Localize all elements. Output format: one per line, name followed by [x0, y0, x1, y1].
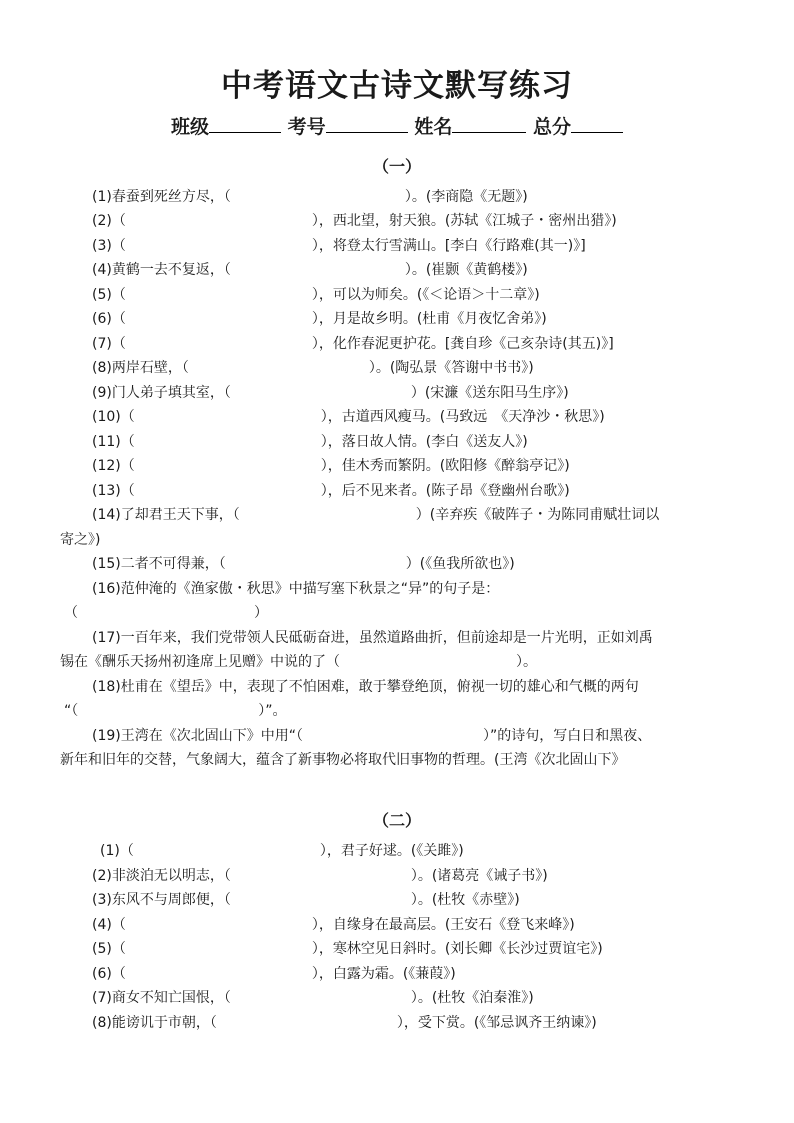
question-line: 新年和旧年的交替，气象阔大，蕴含了新事物必将取代旧事物的哲理。(王湾《次北固山下》 [60, 752, 626, 768]
question-line: (5)（ ），寒林空见日斜时。(刘长卿《长沙过贾谊宅》) [92, 941, 603, 957]
question-line: （ ） [64, 605, 268, 621]
name-field[interactable] [452, 114, 526, 133]
header-fields [0, 112, 794, 139]
score-label: 总分 [532, 116, 571, 138]
question-line: (14)了却君王天下事，（ ）(辛弃疾《破阵子・为陈同甫赋壮词以 [92, 507, 660, 523]
question-line: (12)（ ），佳木秀而繁阴。(欧阳修《醉翁亭记》) [92, 458, 570, 474]
question-line: 锡在《酬乐天扬州初逢席上见赠》中说的了（ ）。 [60, 654, 537, 670]
score-field[interactable] [571, 114, 623, 133]
question-line: (2)非淡泊无以明志，（ ）。(诸葛亮《诫子书》) [92, 868, 548, 884]
question-line: (13)（ ），后不见来者。(陈子昂《登幽州台歌》) [92, 483, 570, 499]
question-line: (16)范仲淹的《渔家傲・秋思》中描写塞下秋景之“异”的句子是： [92, 581, 500, 597]
page-title: 中考语文古诗文默写练习 [221, 68, 573, 104]
question-line: (18)杜甫在《望岳》中，表现了不怕困难，敢于攀登绝顶，俯视一切的雄心和气概的两句 [92, 679, 639, 695]
section-heading-2: （二） [372, 811, 421, 830]
question-line: (4)黄鹤一去不复返，（ ）。(崔颢《黄鹤楼》) [92, 262, 528, 278]
question-line: 寄之》) [60, 532, 101, 548]
question-line: (7)（ ），化作春泥更护花。[龚自珍《己亥杂诗(其五)》] [92, 336, 614, 352]
section-heading-1: （一） [372, 157, 421, 176]
question-line: (19)王湾在《次北固山下》中用“（ ）”的诗句，写白日和黑夜、 [92, 728, 652, 744]
question-line: (7)商女不知亡国恨，（ ）。(杜牧《泊秦淮》) [92, 990, 534, 1006]
question-line: (17)一百年来，我们党带领人民砥砺奋进，虽然道路曲折，但前途却是一片光明，正如刘禹 [92, 630, 653, 646]
question-line: (15)二者不可得兼，（ ）(《鱼我所欲也》) [92, 556, 515, 572]
question-line: (6)（ ），月是故乡明。(杜甫《月夜忆舍弟》) [92, 311, 547, 327]
name-label: 姓名 [414, 116, 453, 138]
question-line: (3)（ ），将登太行雪满山。[李白《行路难(其一)》] [92, 238, 586, 254]
class-label: 班级 [171, 116, 210, 138]
question-line: (2)（ ），西北望，射天狼。(苏轼《江城子・密州出猎》) [92, 213, 617, 229]
exam-no-field[interactable] [326, 114, 408, 133]
question-line: (1)（ ），君子好逑。(《关雎》) [100, 843, 464, 859]
question-line: (10)（ ），古道西风瘦马。(马致远 《天净沙・秋思》) [92, 409, 605, 425]
question-line: (1)春蚕到死丝方尽，（ ）。(李商隐《无题》) [92, 189, 528, 205]
question-line: (9)门人弟子填其室，（ ）(宋濂《送东阳马生序》) [92, 385, 569, 401]
question-line: (8)能谤讥于市朝，（ ），受下赏。(《邹忌讽齐王纳谏》) [92, 1015, 597, 1031]
question-line: (4)（ ），自缘身在最高层。(王安石《登飞来峰》) [92, 917, 575, 933]
question-line: (6)（ ），白露为霜。(《蒹葭》) [92, 966, 456, 982]
class-field[interactable] [209, 114, 281, 133]
question-line: (5)（ ），可以为师矣。(《＜论语＞十二章》) [92, 287, 540, 303]
question-line: “（ ）”。 [64, 703, 287, 719]
exam-no-label: 考号 [287, 116, 326, 138]
question-line: (11)（ ），落日故人情。(李白《送友人》) [92, 434, 528, 450]
question-line: (3)东风不与周郎便，（ ）。(杜牧《赤壁》) [92, 892, 520, 908]
question-line: (8)两岸石壁，（ ）。(陶弘景《答谢中书书》) [92, 360, 534, 376]
